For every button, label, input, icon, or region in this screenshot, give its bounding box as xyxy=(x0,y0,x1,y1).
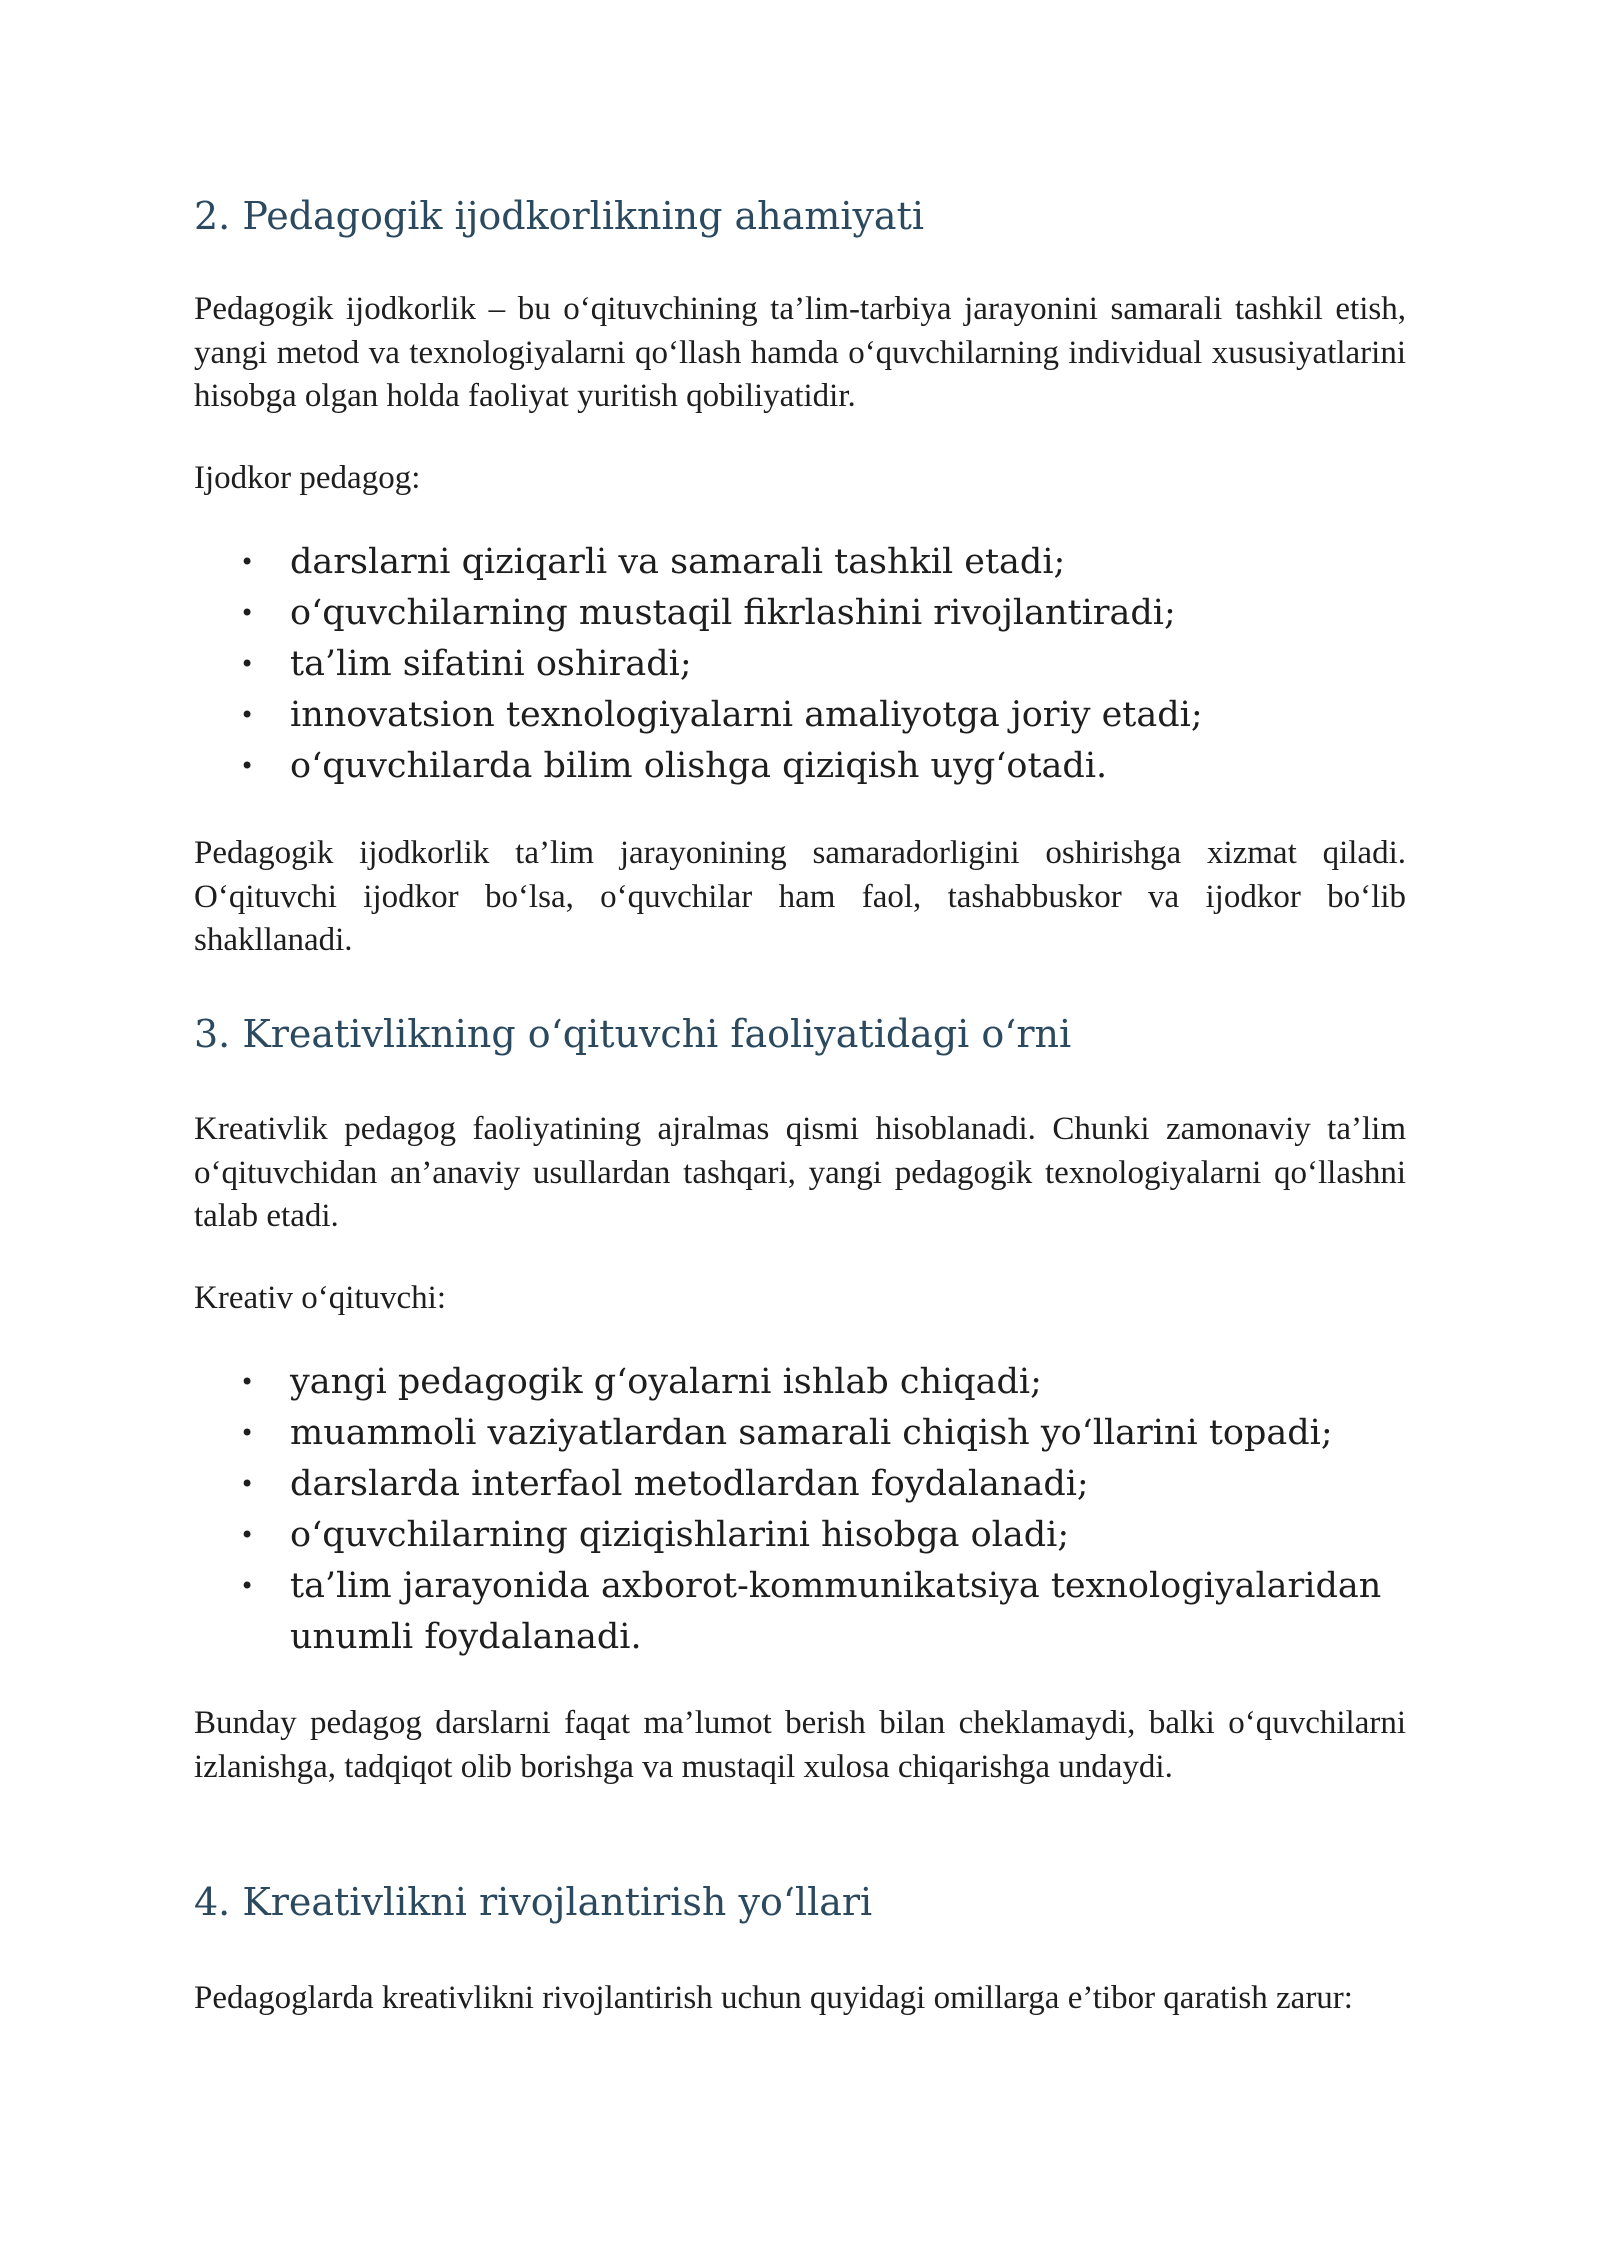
bullet-icon: • xyxy=(240,1419,255,1447)
section-conclusion-paragraph: Pedagogik ijodkorlik ta’lim jarayonining samaradorligini oshirishga xizmat qiladi. O‘qituvchi ijodkor bo‘lsa, o‘quvchilar ham faol, tashabbuskor va ijodkor bo‘lib shakllanadi. xyxy=(194,835,1406,958)
section-heading: 2. Pedagogik ijodkorlikning ahamiyati xyxy=(194,194,925,238)
bullet-icon: • xyxy=(240,1470,255,1498)
list-item-text: o‘quvchilarda bilim olishga qiziqish uyg‘otadi. xyxy=(290,746,1108,786)
list-item-text: ta’lim sifatini oshiradi; xyxy=(290,644,692,684)
list-item xyxy=(194,588,1434,639)
list-item xyxy=(194,1459,1434,1510)
list-item-text: muammoli vaziyatlardan samarali chiqish yo‘llarini topadi; xyxy=(290,1413,1333,1453)
bullet-icon: • xyxy=(240,752,255,780)
section-heading: 4. Kreativlikni rivojlantirish yo‘llari xyxy=(194,1880,873,1924)
list-item-text: darslarda interfaol metodlardan foydalanadi; xyxy=(290,1464,1089,1504)
list-lead-text: Kreativ o‘qituvchi: xyxy=(194,1280,447,1316)
list-item xyxy=(194,1408,1434,1459)
section-intro-paragraph: Pedagogik ijodkorlik – bu o‘qituvchining ta’lim-tarbiya jarayonini samarali tashkil etish, yangi metod va texnologiyalarni qo‘llash hamda o‘quvchilarning individual xususiyatlarini hisobga olgan holda faoliyat yuritish qobiliyatidir. xyxy=(194,291,1406,414)
list-item-text: ta’lim jarayonida axborot-kommunikatsiya texnologiyalaridan unumli foydalanadi. xyxy=(290,1566,1382,1657)
list-item-text: yangi pedagogik g‘oyalarni ishlab chiqadi; xyxy=(290,1362,1042,1402)
list-item-text: innovatsion texnologiyalarni amaliyotga joriy etadi; xyxy=(290,695,1203,735)
list-item xyxy=(194,639,1434,690)
bullet-list xyxy=(194,537,1434,792)
bullet-icon: • xyxy=(240,1521,255,1549)
list-item xyxy=(194,537,1434,588)
section-intro-paragraph: Kreativlik pedagog faoliyatining ajralmas qismi hisoblanadi. Chunki zamonaviy ta’lim o‘qituvchidan an’anaviy usullardan tashqari, yangi pedagogik texnologiyalarni qo‘llashni talab etadi. xyxy=(194,1111,1406,1234)
list-item-text: darslarni qiziqarli va samarali tashkil etadi; xyxy=(290,542,1066,582)
bullet-icon: • xyxy=(240,701,255,729)
section-heading: 3. Kreativlikning o‘qituvchi faoliyatidagi o‘rni xyxy=(194,1012,1072,1056)
list-item xyxy=(194,1357,1434,1408)
list-lead-text: Ijodkor pedagog: xyxy=(194,460,421,496)
section-intro-paragraph: Pedagoglarda kreativlikni rivojlantirish uchun quyidagi omillarga e’tibor qaratish zarur: xyxy=(194,1980,1353,2016)
list-item xyxy=(194,1561,1434,1663)
bullet-icon: • xyxy=(240,1368,255,1396)
bullet-list xyxy=(194,1357,1434,1663)
bullet-icon: • xyxy=(240,599,255,627)
list-item xyxy=(194,690,1434,741)
list-item xyxy=(194,1510,1434,1561)
list-item xyxy=(194,741,1434,792)
bullet-icon: • xyxy=(240,1572,255,1600)
list-item-text: o‘quvchilarning qiziqishlarini hisobga oladi; xyxy=(290,1515,1070,1555)
bullet-icon: • xyxy=(240,650,255,678)
bullet-icon: • xyxy=(240,548,255,576)
section-conclusion-paragraph: Bunday pedagog darslarni faqat ma’lumot berish bilan cheklamaydi, balki o‘quvchilarni izlanishga, tadqiqot olib borishga va mustaqil xulosa chiqarishga undaydi. xyxy=(194,1705,1406,1785)
list-item-text: o‘quvchilarning mustaqil fikrlashini rivojlantiradi; xyxy=(290,593,1176,633)
